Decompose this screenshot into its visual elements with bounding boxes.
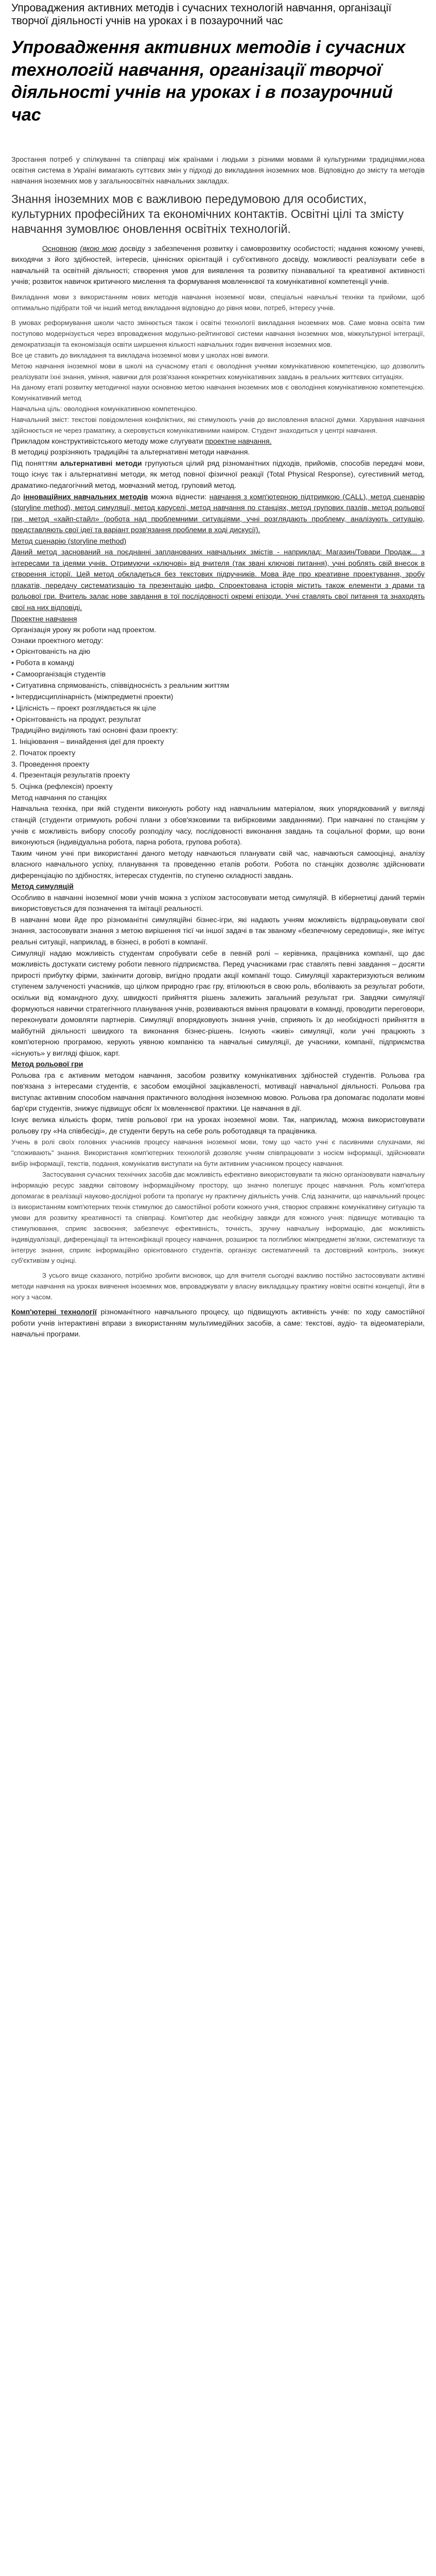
small-para-9: Застосування сучасних технічних засобів дає можливість ефективно використовувати та якісно організовувати навчальну інформацію ресурс завдяки світовому інформаційному простору, що значно полегшує процес навчання. Роль комп'ютера допомагає в реалізації науково-дослідної роботи та пропагує ну практичну діяльність учнів. Слід зазначити, що навчальний процес із використанням комп'ютерних технік стимулює до самостійної роботи кожного учня, створює справжнє комунікативну ситуацію та умови для розвитку креативності та співпраці. Комп'ютер дає необхідну завжди для кожного учня: підвищує мотивацію та стимулювання, сприяє засвоєння; забезпечує ефективність, точність, зручну навчальну інформацію, дає можливість індивідуалізації, диференціації та інтенсифікації процесу навчання, розширює та поглиблює міжпредметні зв'язки, систематизує та інтегрує знання, сприяє інформаційно орієнтованого студентів, організує систематичний та достовірний контроль, знижує суб'єктивізм у оцінці. <box>11 1170 425 1265</box>
article-headline: Упровадження активних методів і сучасних технологій навчання, організації творчої діяльності учнів на уроках і в позаурочний час <box>11 38 406 125</box>
project-phases-list <box>11 737 425 793</box>
paragraph-alternative <box>11 459 425 492</box>
aim-rest: досвіду з забезпечення розвитку і самоврозвитку особистості; надання кожному учневі, виходячи з його здібностей, інтересів, ціннісних орієнтацій і суб'єктивного досвіду, можливості реалізувати себе в навчальній та освітній діяльності; створення умов для виявлення та розвитку пізнавальної та креативної активності учнів; розвиток навичок критичного мислення та формування мовленнєвої та комунікативної компетенції учнів. <box>11 244 425 286</box>
list-item: 5. Оцінка (рефлексія) проекту <box>11 783 113 791</box>
storyline-title: Метод сценарію (storyline method) <box>11 537 127 546</box>
document-title: Упроваджения активних методів і сучасних технологій навчання, організації творчої діяльності учнів на уроках і в позаурочний час <box>11 2 392 27</box>
aim-lead-italic: (якою мою <box>80 244 117 253</box>
project-example-text: Прикладом конструктивістського методу може слугувати <box>11 437 205 446</box>
list-item: • Робота в команді <box>11 659 75 668</box>
list-item: • Цілісність – проект розглядається як ціле <box>11 704 156 713</box>
roleplay-title: Метод рольової гри <box>11 1060 83 1069</box>
small-para-2: В умовах реформування школи часто змінюється також і освітні технології викладання іноземних мов. Саме мовна освіта тим поступово модернізується через впровадження модульно-рейтингової системи навчання іноземних мов, міжкультурної інтеграції, демократизація та економізація освіти ширшення кількості навчальних годин вивчення іноземних мов. <box>11 318 425 348</box>
simulation-body-2: В навчанні мови йде про різноманітні симуляційні бізнес-ігри, які надають учням можливість відпрацьовувати свої знання, застосовувати знання з метою вирішення тієї чи іншої задачі в так званому «безпечному середовищі», яке імітує реальні ситуації, наприклад, в бізнесі, в роботі в компанії. <box>11 916 425 947</box>
paragraph-project-example <box>11 436 425 447</box>
project-learning-signs: Ознаки проектного методу: <box>11 637 103 646</box>
small-para-4: Метою навчання іноземної мови в школі на сучасному етапі є оволодіння учнями комунікативною компетенцією, що дозволить реалізувати їхні знання, уміння, навички для розв'язання конкретних комунікативних завдань в реальних життєвих ситуаціях. <box>11 362 425 381</box>
project-learning-intro: Організація уроку як роботи над проектом. <box>11 625 156 634</box>
section-title: Знання іноземних мов є важливою передумовою для особистих, культурних професійних та економічних контактів. Освітні цілі та змісту навчання зумовлює оновлення освітніх технологій. <box>11 192 404 235</box>
paragraph-aim <box>11 244 425 288</box>
computer-tech-title: Комп'ютерні технології <box>11 1308 97 1317</box>
intro-paragraph: Зростання потреб у спілкуванні та співпраці між країнами і людьми з різними мовами й культурними традиціями,нова освітня система в Україні вимагають суттєвих змін у підході до викладання іноземних мов. Відповідно до змісту та методів навчання іноземних мов у загальноосвітніх навчальних закладах. <box>11 155 425 185</box>
simulation-body: Особливо в навчанні іноземної мови учнів можна з успіхом застосовувати метод симуляцій. В кібернетиці даний термін використовується для позначення та імітації реальності. <box>11 893 425 913</box>
roleplay-body-2: Існує велика кількість форм, типів рольової гри на уроках іноземної мови. Так, наприклад, можна використовувати рольову гру «На співбесіді», де студенти беруть на себе роль роботодавця та працівника. <box>11 1116 425 1136</box>
simulation-body-3: Симуляції надаю можливість студентам спробувати себе в певній ролі – керівника, працівника компанії, що дає можливість достукати систему роботи певного підприємства. Перед учасниками грає ставлять певні завдання – досягти прирості прибутку фірми, закінчити договір, вигідно продати акції компанії тощо. Симуляції характеризуються великим ступенем залученості учасників, що цілком природно грає гру, втілюються в свою роль, вболівають за результат роботи, оскільки від командного духу, швидкості прийняття рішень залежить загальний результат гри. Завдяки симуляції формуються навички стратегічного планування учнів, розвиваються вміння працювати в команді, проводити переговори, переконувати домовляти партнерів. Симуляції впорядковують знання учнів, сприяють їх до необхідності прийняття в майбутній діяльності швидкого та виконання бізнес-рішень. Існують «живі» симуляції, коли учні працюють з комп'ютерною програмою, керують уявною компанією та навчальні симуляції, де учасники, компанії, підприємства «існують» у вигляді фішок, карт. <box>11 949 425 1058</box>
alt-rest: групуються цілий ряд різноманітних підходів, прийомів, способів передачі мови, тощо існує так і альтернативні методи, як метод повної фізичної реакції (Total Physical Response), сугестивний метод, драматико-педагогічний метод, мовчазний метод, груповий метод. <box>11 459 425 490</box>
paragraph-innovative <box>11 492 425 536</box>
alt-bold: альтернативні методи <box>60 459 142 468</box>
list-item: 2. Початок проекту <box>11 749 76 757</box>
small-para-6: Навчальна ціль: оволодіння комунікативною компетенцією. <box>11 405 197 413</box>
computer-tech-body: різноманітного навчального процесу, що підвищують активність учнів: по ходу самостійної роботи учнів інтерактивні вправи з використанням мультимедійних засобів, а саме: текстові, аудіо- та відеоматеріали, навчальні програми. <box>11 1308 425 1339</box>
innov-lead: До <box>11 493 24 501</box>
list-item: 1. Ініціювання – винайдення ідеї для проекту <box>11 737 164 746</box>
stations-body: Навчальна техніка, при якій студенти виконують роботу над навчальним матеріалом, яких упорядкований у вигляді станцій (студенти отримують робочі плани з обов'язковими та вибірковими завданнями). При навчанні по станціям у учнів є можливість вибору способу розподілу часу, послідовності виконання завдань та соціальної форми, що вони виконуються (індивідуальна робота, парна робота, групова робота). <box>11 805 425 847</box>
list-item: • Самоорганізація студентів <box>11 670 106 679</box>
small-para-3: Все це ставить до викладання та викладача іноземної мови у школах нові вимоги. <box>11 351 270 359</box>
innov-connector: можна віднести: <box>148 493 210 501</box>
small-para-8: Учень в ролі своїх головних учасників процесу навчання іноземної мови, тому що часто учні є пасивними слухачами, які "споживають" знання. Використання комп'ютерних технологій дозволяє учням співпрацювати з носієм інформації, здійснювати вибір інформації, текстів, подання, комунікатив виступати на бути активним учасником процесу навчання. <box>11 1138 425 1168</box>
small-para-7: Навчальний зміст: текстові повідомлення конфліктних, які стимулюють учнів до висловлення власної думки. Харування навчання здійснюється не через граматику, а скеровується комунікативними наміром. Студент знаходиться у центрі навчання. <box>11 416 425 435</box>
project-learning-link[interactable]: проектне навчання. <box>205 437 272 446</box>
paragraph-methods: В методиці розрізняють традиційні та альтернативні методи навчання. <box>11 448 250 457</box>
project-signs-list <box>11 647 425 725</box>
small-para-10: З усього вище сказаного, потрібно зробити висновок, що для вчителя сьогодні важливо постійно застосовувати активні методи навчання на уроках вивчення іноземних мов, впроваджувати у власну викладацьку практику новітні освітні концепції, йти в ногу з часом. <box>11 1272 425 1301</box>
simulation-title: Метод симуляцій <box>11 883 74 891</box>
list-item: 4. Презентація результатів проекту <box>11 771 130 780</box>
small-para-5: На даному етапі розвитку методичної науки основною метою навчання іноземних мов є оволодіння комунікативною компетенцією. Комунікативний метод <box>11 383 425 402</box>
aim-lead: Основною <box>42 244 77 253</box>
list-item: • Ситуативна спрямованість, співвідносність з реальним життям <box>11 682 230 690</box>
list-item: 3. Проведення проекту <box>11 760 90 769</box>
list-item: • Орієнтованість на дію <box>11 648 91 656</box>
project-learning-title: Проектне навчання <box>11 615 77 623</box>
small-para-1: Викладання мови з використанням нових методів навчання іноземної мови, спеціальні навчальні техніки та прийоми, щоб оптимально підібрати той чи інший метод викладання відповідно до рівня мови, потреб, інтересу учнів. <box>11 293 425 312</box>
list-item: • Інтердисциплінарність (міжпредметні проекти) <box>11 692 173 701</box>
alt-lead: Під поняттям <box>11 459 61 468</box>
storyline-body: Даний метод заснований на поєднанні запланованих навчальних змістів - наприклад: Магазин/Товари Продаж... з інтересами та ідеями учнів. Отримуючи «ключові» від вчителя (так звані ключові питання), учні роблять свій внесок в створення історії. Цей метод обкладеться без текстових підручників. Мова йде про креативне проектування, зробу плакатів, передачу систематизацію та презентацію цифр. Спроектована історія містить також елементи з драми та рольової гри. Вчитель залає нове завдання в тої послідовності окремі епізоди. Учні ставлять свої питання та знаходять свої на них відповіді. <box>11 548 425 612</box>
list-item: • Орієнтованість на продукт, результат <box>11 715 142 724</box>
project-phases-intro: Традиційно виділяють такі основні фази проекту: <box>11 726 178 735</box>
stations-conclusion: Таким чином учні при використанні даного методу навчаються планувати свій час, навчаються самооцінці, аналізу власного навчального успіху, планування та проведенню етапів роботи. Робота по станціях дозволяє здійснювати диференціацію по здібностях, інтересах студентів, по ступеню складності завдань. <box>11 849 425 880</box>
roleplay-body: Рольова гра є активним методом навчання, засобом розвитку комунікативних здібностей студентів. Рольова гра пов'язана з інтересами студентів, є засобом емоційної зацікавленості, мотивації навчальної діяльності. Рольова гра виступає активним способом навчання практичного володіння іноземною мовою. Рольова гра допомагає подолати мовні бар'єри студентів, знижує підвищує обсяг їх мовленнєвої практики. Це навчання в дії. <box>11 1071 425 1113</box>
stations-title: Метод навчання по станціях <box>11 794 107 803</box>
innov-bold: інноваційних навчальних методів <box>23 493 148 501</box>
innov-methods-links[interactable]: навчання з комп'ютерною підтримкою (CALL), метод сценарію (storyline method), метод симуляції, метод каруселі, метод навчання по станціях, метод групових пазлів, метод рольової гри, метод «хайп-стайл» (робота над проблемними ситуаціями, учні розглядають проблему, аналізують ситуацію, представляють свої ідеї та варіант розв'язання проблеми в ході дискусії). <box>11 493 425 535</box>
paragraph-computer-tech <box>11 1307 425 1341</box>
